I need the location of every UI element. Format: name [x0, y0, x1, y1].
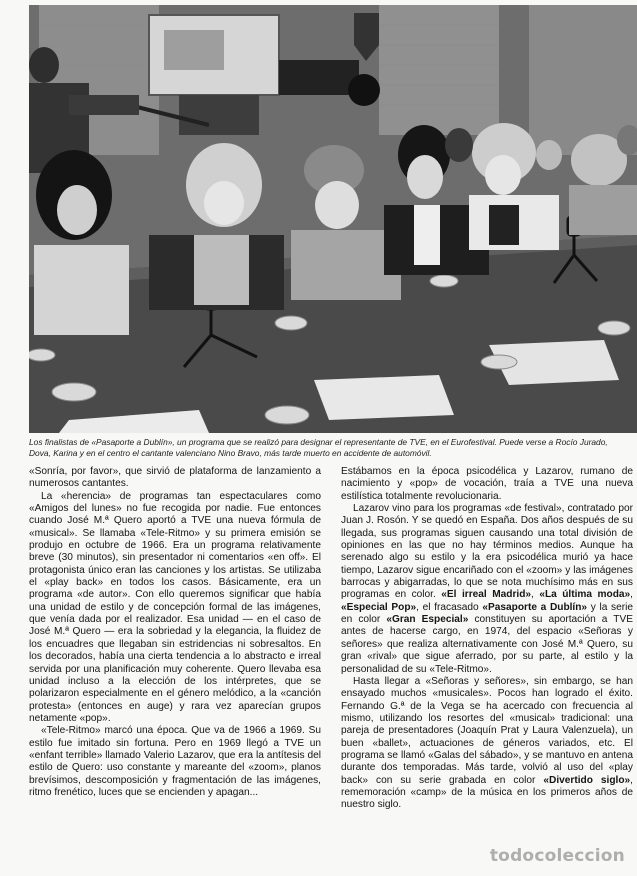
watermark: todocoleccion [489, 846, 625, 866]
paragraph-text: Hasta llegar a «Señoras y señores», sin embargo, se han ensayado muchos «musicales». Pocos han logrado el éxito. Fernando G.ª de la Vega se ha acercado con frecuencia al mismo, utilizando los resortes del «musical» tradicional: una pareja de presentadores (Joaquín Prat y Laura Valenzuela), un buen «ballet», actuaciones de géneros variados, etc. El programa se llamó «Galas del sábado», y se mantuvo en antena durante dos temporadas. Más tarde, volvió al uso del «play back» con su serie grabada en color [341, 675, 633, 786]
paragraph-text: , rememoración «camp» de la música en los primeros años de nuestro siglo. [341, 774, 633, 811]
paragraph [341, 676, 633, 812]
paragraph-text: Lazarov vino para los programas «de festival», contratado por Juan J. Rosón. Y se quedó en España. Dos años después de su llegada, sus programas siguen causando una total división de opiniones en las que no hay términos medios. Aunque ha serenado algo su estilo y la era psicodélica murió ya hace tiempo, Lazarov sigue encariñado con el «zoom» y las imágenes barrocas y abigarradas, lo que se nota muchísimo más en sus programas en color. [341, 503, 633, 601]
paragraph-text: constituyen su aportación a TVE antes de hacerse cargo, en 1974, del espacio «Señoras y señores» que realiza alternativamente con José M.ª Quero, su gran «rival» que sigue aferrado, por su parte, al estilo y la personalidad de su «Tele-Ritmo». [341, 614, 633, 675]
show-title: «El irreal Madrid» [441, 589, 532, 601]
show-title: «Divertido siglo» [543, 774, 631, 786]
show-title: «La última moda» [539, 589, 631, 601]
paragraph: Estábamos en la época psicodélica y Lazarov, rumano de nacimiento y «pop» de vocación, traía a TVE una nueva estilística totalmente revolucionaria. [341, 466, 633, 502]
paragraph: «Tele-Ritmo» marcó una época. Que va de 1966 a 1969. Su estilo fue imitado sin fortuna. Pero en 1969 llegó a TVE un «enfant terrible» llamado Valerio Lazarov, que era la antítesis del estilo de Quero: uso constante y mareante del «zoom», planos brevísimos, descomposición y fragmentación de las imágenes, ritmo frenético, luces que se encienden y apagan... [29, 725, 321, 798]
paragraph: Lazarov vino para los programas «de festival», contratado por Juan J. Rosón. Y se quedó en España. Dos años después de su llegada, sus programas siguen causando una total división de opiniones en las que no hay términos medios. Aunque ha serenado algo su estilo y la era psicodélica murió ya hace tiempo, Lazarov sigue encariñado con el «zoom» y las imágenes barrocas y abigarradas, lo que se nota muchísimo más en sus programas en color. «El irreal Madrid», «La última moda», «Especial Pop», el fracasado «Pasaporte a Dublín» y la serie en color «Gran Especial» constituyen su aportación a TVE antes de hacerse cargo, en 1974, del espacio «Señoras y señores» que realiza alternativamente con José M.ª Quero, su gran «rival» que sigue aferrado, por su parte, al estilo y la personalidad de su «Tele-Ritmo». [341, 503, 633, 675]
photo-caption: Los finalistas de «Pasaporte a Dublín», un programa que se realizó para designar el representante de TVE, en el Eurofestival. Puede verse a Rocío Jurado, Dova, Karina y en el centro el cantante valenciano Nino Bravo, más tarde muerto en accidente de automóvil. [29, 437, 608, 458]
show-title: «Gran Especial» [386, 614, 469, 626]
tv-studio-photo [29, 5, 637, 433]
paragraph-text: el fracasado [422, 601, 479, 613]
show-title: «Especial Pop» [341, 601, 417, 613]
paragraph: La «herencia» de programas tan espectaculares como «Amigos del lunes» no fue recogida por nadie. Fue entonces cuando José M.ª Quero aportó a TVE una nueva fórmula de «musical». Se llamaba «Tele-Ritmo» y su primera emisión se produjo en octubre de 1966. Era un programa relativamente breve (30 minutos), sin presentador ni comentarios «en off». El protagonista único eran las canciones y los artistas. Se utilizaba el «play back» en todos los casos. Básicamente, era un programa «de autor». Con ello queremos significar que había una unidad de estilo y de concepción formal de las imágenes, que venía dada por el realizador. Esa unidad — en el caso de José M.ª Quero — era la sobriedad y la elegancia, la fluidez de los encuadres que llegaban sin estridencias ni sobresaltos. En los decorados, había una cierta tendencia a lo abstracto e irreal servida por una planificación muy coherente. Quero llevaba esa unidad incluso a la elección de los intérpretes, que se polarizaron especialmente en el género melódico, a la «canción protesta» (entonces en auge) y rara vez aparecían grupos netamente «pop». [29, 490, 321, 724]
photo-illustration [29, 5, 637, 433]
table-paper [314, 375, 454, 420]
paragraph: «Sonría, por favor», que sirvió de plataforma de lanzamiento a numerosos cantantes. [29, 466, 321, 490]
show-title: «Pasaporte a Dublín» [482, 601, 588, 613]
right-text-column [341, 466, 633, 812]
paragraph-text: y la serie en color [341, 601, 633, 626]
left-text-column [29, 466, 321, 799]
